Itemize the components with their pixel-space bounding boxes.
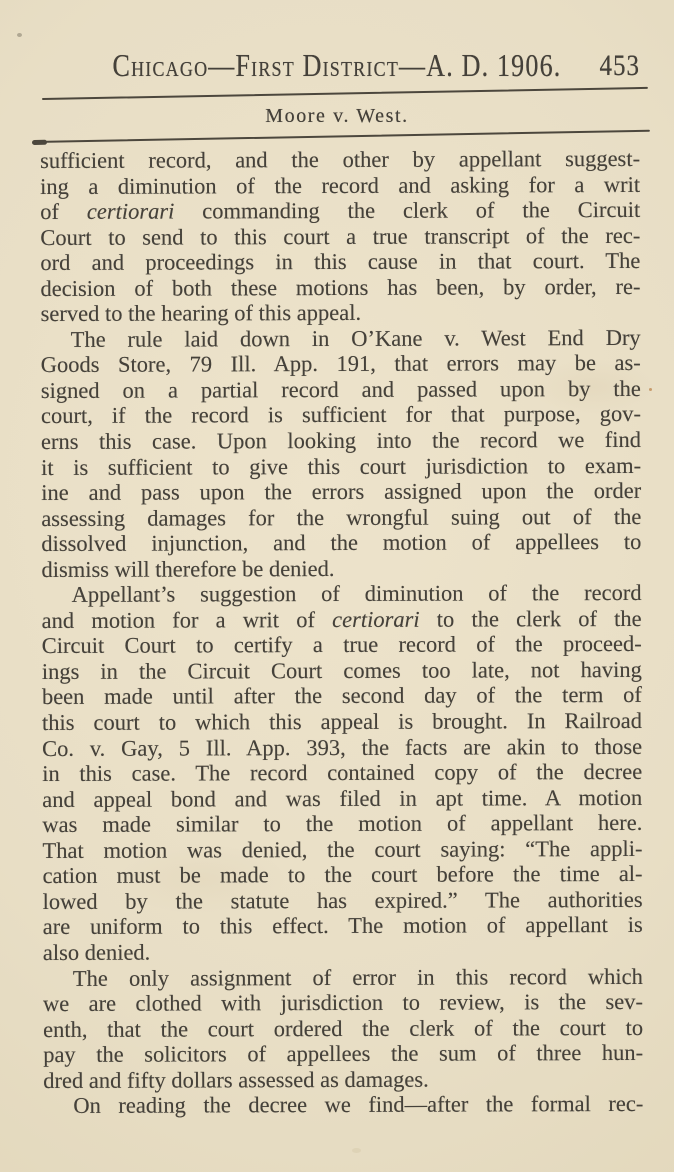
text-line: sufficient record, and the other by appellant suggest- [40,145,641,173]
text-line: ord and proceedings in this cause in that court. The [40,248,641,276]
text-line: decision of both these motions has been, by order, re- [40,273,641,301]
text-line: court, if the record is sufficient for that purpose, gov- [40,401,641,429]
text-line: in this case. The record contained copy of the decree [42,759,643,787]
text-line: Goods Store, 79 Ill. App. 191, that errors may be as- [40,350,641,378]
text-line: Appellant’s suggestion of diminution of the record [71,580,642,608]
text-line: served to the hearing of this appeal. [40,300,362,327]
paper-speck [649,388,652,391]
text-line: Court to send to this court a true transcript of the rec- [40,222,641,250]
text-line: we are clothed with jurisdiction to review, is the sev- [42,988,644,1017]
text-line: That motion was denied, the court saying: “The appli- [42,835,643,863]
running-title: Chicago—First District—A. D. 1906. [112,48,562,84]
text-line: assessing damages for the wrongful suing out of the [41,503,642,531]
text-line: it is sufficient to give this court jurisdiction to exam- [41,452,642,480]
text-line: cation must be made to the court before the time al- [42,861,643,889]
text-line: dissolved injunction, and the motion of appellees to [41,529,642,557]
text-line: Circuit Court to certify a true record of the proceed- [41,631,642,659]
text-line: dred and fifty dollars assessed as damages. [43,1066,429,1093]
text-line: signed on a partial record and passed upon by the [40,375,641,403]
text-line: also denied. [42,939,151,965]
text-line: lowed by the statute has expired.” The authorities [42,886,643,914]
paper-speck [17,33,22,37]
text-line: The rule laid down in O’Kane v. West End Dry [70,324,641,352]
text-line: was made similar to the motion of appellant here. [42,810,643,838]
text-line: ings in the Circuit Court comes too late, not having [41,656,642,684]
text-line: are uniform to this effect. The motion of appellant is [42,912,643,940]
text-line: Co. v. Gay, 5 Ill. App. 393, the facts are akin to those [42,733,643,761]
text-line: On reading the decree we find—after the formal rec- [73,1091,644,1119]
header-rule-top [42,87,648,100]
text-line: and appeal bond and was filed in apt time. A motion [42,784,643,812]
paper-speck [352,1148,361,1153]
text-line: The only assignment of error in this record which [72,963,643,991]
case-name: Moore v. West. [265,105,409,127]
text-line: ing a diminution of the record and asking for a writ [40,171,641,199]
text-line: pay the solicitors of appellees the sum of three hun- [43,1040,644,1068]
text-line: and motion for a writ of certiorari to the clerk of the [41,605,642,633]
body-text [40,146,643,1119]
page-number: 453 [599,49,640,82]
text-line: erns this case. Upon looking into the record we find [40,426,642,455]
text-line: dismiss will therefore be denied. [41,555,335,582]
text-line: been made until after the second day of the term of [41,682,642,710]
text-line: of certiorari commanding the clerk of the Circuit [40,196,641,225]
text-line: enth, that the court ordered the clerk of the court to [43,1014,644,1042]
text-line: ine and pass upon the errors assigned upon the order [41,478,642,506]
text-line: this court to which this appeal is brought. In Railroad [41,707,643,736]
header-rule-bottom [33,130,650,143]
